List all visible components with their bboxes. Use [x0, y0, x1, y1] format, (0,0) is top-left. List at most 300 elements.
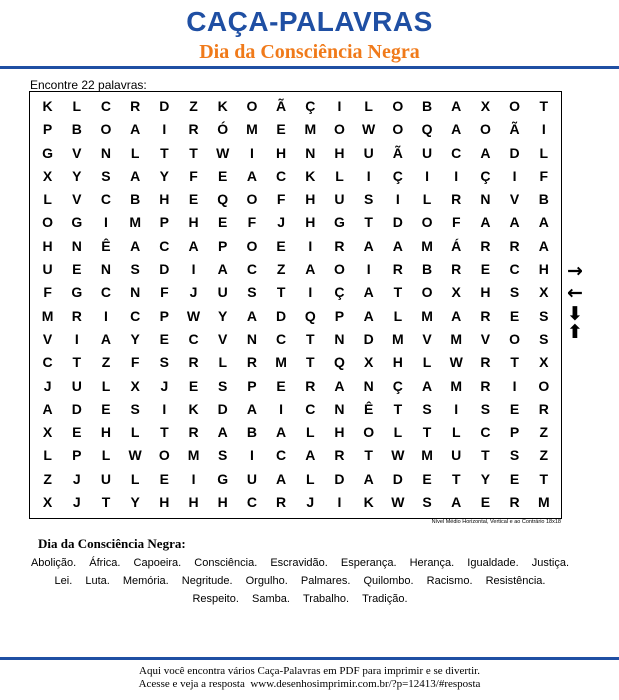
grid-cell: F	[539, 167, 549, 184]
grid-cell: M	[392, 330, 404, 347]
grid-cell: I	[366, 261, 371, 278]
grid-cell: T	[364, 447, 373, 464]
word-list-item: Trabalho.	[302, 593, 350, 605]
grid-cell: G	[42, 144, 54, 161]
grid-cell: O	[158, 447, 170, 464]
word-list-item: Quilombo.	[363, 575, 414, 587]
grid-cell: L	[335, 167, 344, 184]
grid-cell: I	[541, 121, 546, 138]
grid-cell: T	[160, 144, 169, 161]
grid-cell: A	[363, 470, 374, 487]
grid-cell: Z	[539, 424, 549, 441]
grid-cell: M	[304, 121, 317, 138]
grid-cell: X	[42, 424, 53, 441]
grid-cell: A	[538, 214, 549, 231]
grid-cell: T	[539, 470, 549, 487]
arrow-up-icon: ⬆	[567, 321, 583, 343]
top-divider	[0, 66, 619, 69]
grid-cell: D	[159, 261, 170, 278]
grid-cell: M	[450, 330, 463, 347]
grid-cell: A	[363, 307, 374, 324]
grid-cell: R	[509, 494, 520, 511]
grid-cell: D	[276, 307, 287, 324]
grid-cell: R	[451, 191, 462, 208]
grid-cell: O	[538, 377, 550, 394]
grid-cell: Ç	[305, 98, 316, 114]
grid-cell: Ç	[480, 167, 491, 184]
word-list-item: Palmares.	[300, 575, 351, 587]
grid-cell: J	[306, 494, 315, 511]
grid-cell: U	[42, 261, 53, 278]
grid-cell: X	[480, 98, 491, 114]
grid-cell: O	[363, 424, 375, 441]
grid-cell: A	[451, 307, 462, 324]
grid-cell: O	[246, 237, 258, 254]
grid-cell: C	[100, 98, 112, 114]
grid-cell: R	[392, 261, 403, 278]
grid-cell: U	[363, 144, 374, 161]
grid-cell: N	[363, 377, 374, 394]
grid-cell: I	[162, 121, 167, 138]
grid-cell: C	[276, 447, 287, 464]
arrow-right-icon: →	[567, 260, 583, 282]
word-list-item: Tradição.	[362, 593, 408, 605]
page-title: CAÇA-PALAVRAS	[186, 6, 433, 37]
grid-cell: A	[363, 237, 374, 254]
grid-cell: H	[42, 237, 53, 254]
grid-cell: E	[101, 400, 111, 417]
page-subtitle: Dia da Consciência Negra	[199, 41, 420, 63]
grid-cell: S	[363, 191, 374, 208]
grid-cell: X	[451, 284, 461, 301]
grid-cell: K	[42, 98, 53, 114]
grid-cell: D	[217, 400, 228, 417]
grid-cell: D	[71, 400, 82, 417]
grid-cell: H	[188, 214, 199, 231]
word-list-item: Abolição.	[30, 557, 77, 569]
grid-cell: R	[451, 261, 462, 278]
grid-cell: W	[449, 354, 463, 371]
grid-cell: S	[101, 167, 111, 184]
grid-cell: X	[539, 284, 549, 301]
grid-cell: C	[305, 400, 316, 417]
grid-cell: R	[480, 354, 491, 371]
grid-cell: O	[509, 98, 521, 114]
grid-cell: P	[334, 307, 345, 324]
grid-cell: L	[422, 354, 432, 371]
grid-cell: A	[363, 284, 374, 301]
grid-cell: L	[130, 144, 140, 161]
grid-cell: M	[41, 307, 54, 324]
grid-cell: S	[539, 307, 549, 324]
word-list-item: Herança.	[409, 557, 455, 569]
grid-cell: H	[334, 144, 345, 161]
grid-cell: H	[334, 424, 345, 441]
grid-cell: U	[246, 470, 257, 487]
word-list-item: Resistência.	[485, 575, 546, 587]
grid-cell: A	[451, 121, 462, 138]
grid-cell: K	[188, 400, 199, 417]
grid-cell: E	[509, 307, 520, 324]
word-list-item: Justiça.	[531, 557, 570, 569]
grid-cell: T	[276, 284, 286, 301]
grid-cell: Q	[217, 191, 229, 208]
grid-cell: A	[246, 400, 257, 417]
grid-cell: P	[509, 424, 520, 441]
grid-cell: I	[512, 377, 517, 394]
grid-cell: N	[305, 144, 316, 161]
grid-cell: A	[130, 167, 141, 184]
grid-cell: N	[480, 191, 491, 208]
level-note: Nível Médio Horizontal, Vertical e ao Contrário 18x18	[431, 519, 561, 525]
grid-cell: A	[305, 447, 316, 464]
grid-cell: H	[305, 191, 316, 208]
grid-cell: H	[188, 494, 199, 511]
grid-cell: L	[364, 98, 373, 114]
grid-cell: D	[392, 470, 403, 487]
grid-cell: V	[509, 191, 520, 208]
grid-cell: B	[71, 121, 82, 138]
grid-cell: P	[72, 447, 82, 464]
grid-cell: P	[42, 121, 53, 138]
grid-cell: G	[71, 214, 83, 231]
grid-cell: B	[538, 191, 549, 208]
grid-cell: E	[480, 494, 491, 511]
grid-cell: Z	[101, 354, 111, 371]
grid-cell: J	[277, 214, 285, 231]
grid-cell: E	[188, 191, 199, 208]
grid-cell: R	[538, 400, 549, 417]
grid-cell: M	[129, 214, 141, 231]
grid-cell: M	[450, 377, 463, 394]
grid-cell: L	[130, 424, 140, 441]
grid-cell: H	[392, 354, 403, 371]
word-list-item: Racismo.	[426, 575, 473, 587]
grid-cell: F	[276, 191, 286, 208]
grid-cell: A	[451, 98, 462, 114]
grid-cell: L	[306, 424, 315, 441]
grid-cell: A	[100, 330, 112, 347]
grid-cell: C	[159, 237, 170, 254]
grid-cell: J	[72, 494, 81, 511]
grid-cell: U	[334, 191, 345, 208]
grid-cell: U	[451, 447, 462, 464]
arrow-left-icon: ←	[567, 282, 583, 304]
grid-cell: E	[276, 121, 286, 138]
grid-cell: E	[159, 470, 170, 487]
grid-cell: U	[217, 284, 228, 301]
word-list-item: Lei.	[54, 575, 73, 587]
grid-cell: T	[306, 354, 315, 371]
grid-cell: S	[422, 400, 432, 417]
grid-cell: O	[334, 121, 345, 138]
grid-cell: O	[100, 121, 112, 138]
grid-cell: T	[539, 98, 549, 114]
bottom-divider	[0, 657, 619, 660]
grid-cell: A	[276, 424, 287, 441]
instructions: Encontre 22 palavras:	[30, 78, 147, 92]
grid-cell: C	[276, 330, 287, 347]
grid-cell: E	[72, 261, 82, 278]
grid-cell: I	[249, 144, 254, 161]
grid-cell: I	[337, 494, 342, 511]
grid-cell: A	[276, 470, 287, 487]
footer-line-1: Aqui você encontra vários Caça-Palavras em PDF para imprimir e se divertir.	[139, 665, 480, 677]
grid-cell: Ã	[509, 121, 520, 138]
grid-cell: R	[305, 377, 316, 394]
word-list-item: Luta.	[85, 575, 110, 587]
grid-cell: R	[276, 494, 287, 511]
grid-cell: Á	[451, 237, 462, 254]
grid-cell: Y	[130, 330, 140, 347]
grid-cell: C	[451, 144, 462, 161]
grid-cell: G	[217, 470, 229, 487]
grid-cell: R	[246, 354, 257, 371]
word-list-item: Samba.	[251, 593, 290, 605]
grid-cell: Q	[334, 354, 345, 371]
grid-cell: U	[71, 377, 82, 394]
grid-cell: R	[480, 307, 491, 324]
grid-cell: A	[538, 237, 549, 254]
grid-cell: K	[217, 98, 228, 114]
grid-cell: A	[217, 424, 228, 441]
grid-cell: L	[306, 470, 315, 487]
grid-cell: W	[128, 447, 142, 464]
grid-cell: E	[276, 377, 286, 394]
grid-cell: E	[159, 330, 170, 347]
grid-cell: O	[246, 191, 258, 208]
grid-cell: Ê	[101, 237, 111, 254]
grid-cell: Z	[189, 98, 198, 114]
grid-cell: E	[422, 470, 432, 487]
grid-cell: L	[393, 424, 403, 441]
grid-cell: O	[421, 284, 433, 301]
grid-cell: O	[392, 121, 404, 138]
grid-cell: T	[422, 424, 432, 441]
grid-cell: N	[100, 144, 112, 161]
grid-cell: T	[510, 354, 519, 371]
grid-cell: F	[160, 284, 169, 301]
word-list-item: Memória.	[122, 575, 169, 587]
grid-cell: S	[480, 400, 491, 417]
grid-cell: T	[72, 354, 82, 371]
grid-cell: L	[422, 191, 432, 208]
grid-cell: U	[100, 470, 112, 487]
grid-cell: A	[480, 214, 491, 231]
grid-cell: N	[334, 330, 345, 347]
word-list-item: Orgulho.	[245, 575, 288, 587]
grid-cell: U	[421, 144, 433, 161]
grid-cell: N	[100, 261, 112, 278]
grid-cell: Ç	[334, 284, 345, 301]
grid-cell: S	[509, 447, 520, 464]
grid-cell: B	[130, 191, 141, 208]
grid-cell: L	[101, 447, 111, 464]
grid-cell: H	[159, 191, 170, 208]
grid-cell: S	[422, 494, 432, 511]
grid-cell: C	[276, 167, 287, 184]
grid-cell: C	[509, 261, 520, 278]
grid-cell: A	[130, 121, 141, 138]
grid-cell: A	[246, 307, 257, 324]
grid-cell: B	[421, 261, 433, 278]
grid-cell: R	[509, 237, 520, 254]
grid-cell: L	[539, 144, 549, 161]
grid-cell: I	[337, 98, 342, 114]
grid-cell: I	[279, 400, 284, 417]
grid-cell: S	[247, 284, 257, 301]
grid-cell: I	[191, 261, 196, 278]
grid-cell: C	[130, 307, 141, 324]
grid-cell: L	[72, 98, 82, 114]
grid-cell: A	[451, 494, 462, 511]
grid-cell: H	[100, 424, 112, 441]
grid-cell: Ê	[363, 400, 374, 417]
grid-cell: M	[421, 237, 433, 254]
grid-cell: C	[246, 261, 257, 278]
grid-cell: R	[188, 354, 199, 371]
grid-cell: Y	[72, 167, 82, 184]
grid-cell: O	[479, 121, 491, 138]
footer-line-2: Acesse e veja a resposta www.desenhosimprimir.com.br/?p=12413/#resposta	[138, 678, 481, 690]
grid-cell: H	[276, 144, 287, 161]
grid-cell: O	[334, 261, 345, 278]
grid-cell: R	[334, 237, 345, 254]
grid-cell: Ç	[392, 167, 403, 184]
word-list-item: Esperança.	[340, 557, 397, 569]
grid-cell: I	[249, 447, 254, 464]
grid-cell: A	[305, 261, 316, 278]
word-list-item: Capoeira.	[133, 557, 182, 569]
grid-cell: O	[246, 98, 258, 114]
grid-cell: R	[130, 98, 141, 114]
grid-cell: E	[276, 237, 286, 254]
grid-cell: K	[305, 167, 316, 184]
word-search-grid	[33, 95, 558, 514]
grid-cell: T	[160, 424, 169, 441]
grid-cell: Y	[159, 167, 170, 184]
grid-cell: N	[334, 400, 345, 417]
grid-cell: O	[42, 214, 54, 231]
grid-cell: I	[104, 214, 108, 231]
grid-cell: Ó	[217, 121, 229, 138]
grid-cell: W	[362, 121, 376, 138]
grid-cell: V	[480, 330, 491, 347]
grid-cell: X	[539, 354, 549, 371]
grid-cell: C	[480, 424, 491, 441]
word-list-item: Respeito.	[192, 593, 239, 605]
grid-cell: T	[451, 470, 461, 487]
grid-cell: D	[392, 214, 403, 231]
grid-cell: C	[42, 354, 53, 371]
grid-cell: L	[130, 470, 140, 487]
grid-cell: T	[189, 144, 198, 161]
grid-cell: I	[308, 237, 313, 254]
grid-cell: Ã	[276, 98, 287, 114]
grid-cell: R	[334, 447, 345, 464]
grid-cell: I	[162, 400, 167, 417]
grid-cell: F	[43, 284, 52, 301]
grid-cell: T	[393, 400, 403, 417]
grid-cell: S	[218, 447, 228, 464]
grid-cell: J	[43, 377, 52, 394]
grid-cell: Y	[480, 470, 491, 487]
grid-cell: Z	[539, 447, 549, 464]
grid-cell: I	[512, 167, 517, 184]
grid-cell: D	[334, 470, 345, 487]
grid-cell: F	[247, 214, 257, 231]
grid-cell: R	[188, 424, 199, 441]
grid-cell: Y	[218, 307, 228, 324]
word-list-item: Negritude.	[181, 575, 233, 587]
word-search-grid-frame	[29, 91, 562, 519]
grid-cell: P	[247, 377, 257, 394]
grid-cell: A	[246, 167, 257, 184]
grid-cell: C	[100, 191, 112, 208]
grid-cell: Y	[130, 494, 140, 511]
grid-cell: X	[130, 377, 140, 394]
grid-cell: I	[366, 167, 371, 184]
footer	[0, 665, 619, 691]
grid-cell: M	[246, 121, 258, 138]
grid-cell: X	[363, 354, 374, 371]
grid-cell: E	[218, 214, 228, 231]
grid-cell: O	[421, 214, 433, 231]
grid-cell: A	[480, 144, 491, 161]
grid-cell: N	[246, 330, 257, 347]
grid-cell: R	[480, 377, 491, 394]
grid-cell: J	[189, 284, 198, 301]
grid-cell: D	[363, 330, 374, 347]
grid-cell: H	[480, 284, 491, 301]
grid-cell: J	[160, 377, 169, 394]
grid-cell: C	[100, 284, 112, 301]
grid-cell: G	[334, 214, 345, 231]
grid-cell: S	[130, 400, 140, 417]
grid-cell: Z	[276, 261, 286, 278]
grid-cell: E	[218, 167, 228, 184]
grid-cell: C	[188, 330, 199, 347]
grid-cell: O	[392, 98, 404, 114]
grid-cell: V	[72, 191, 82, 208]
grid-cell: I	[454, 400, 459, 417]
arrow-down-icon: ⬇	[567, 303, 583, 325]
grid-cell: W	[216, 144, 230, 161]
grid-cell: Ã	[392, 144, 403, 161]
grid-cell: Q	[304, 307, 316, 324]
grid-cell: H	[217, 494, 228, 511]
grid-cell: G	[71, 284, 83, 301]
grid-cell: Q	[421, 121, 433, 138]
grid-cell: B	[246, 424, 257, 441]
grid-cell: T	[481, 447, 490, 464]
grid-cell: A	[421, 377, 433, 394]
grid-cell: E	[188, 377, 199, 394]
grid-cell: I	[425, 167, 429, 184]
grid-cell: Ç	[392, 377, 403, 394]
grid-cell: T	[306, 330, 315, 347]
grid-cell: M	[421, 307, 433, 324]
grid-cell: A	[334, 377, 345, 394]
grid-cell: I	[308, 284, 313, 301]
word-list-item: Igualdade.	[467, 557, 519, 569]
grid-cell: L	[451, 424, 461, 441]
grid-cell: P	[218, 237, 228, 254]
grid-cell: V	[72, 144, 82, 161]
grid-cell: A	[42, 400, 53, 417]
grid-cell: F	[451, 214, 461, 231]
grid-cell: T	[393, 284, 403, 301]
